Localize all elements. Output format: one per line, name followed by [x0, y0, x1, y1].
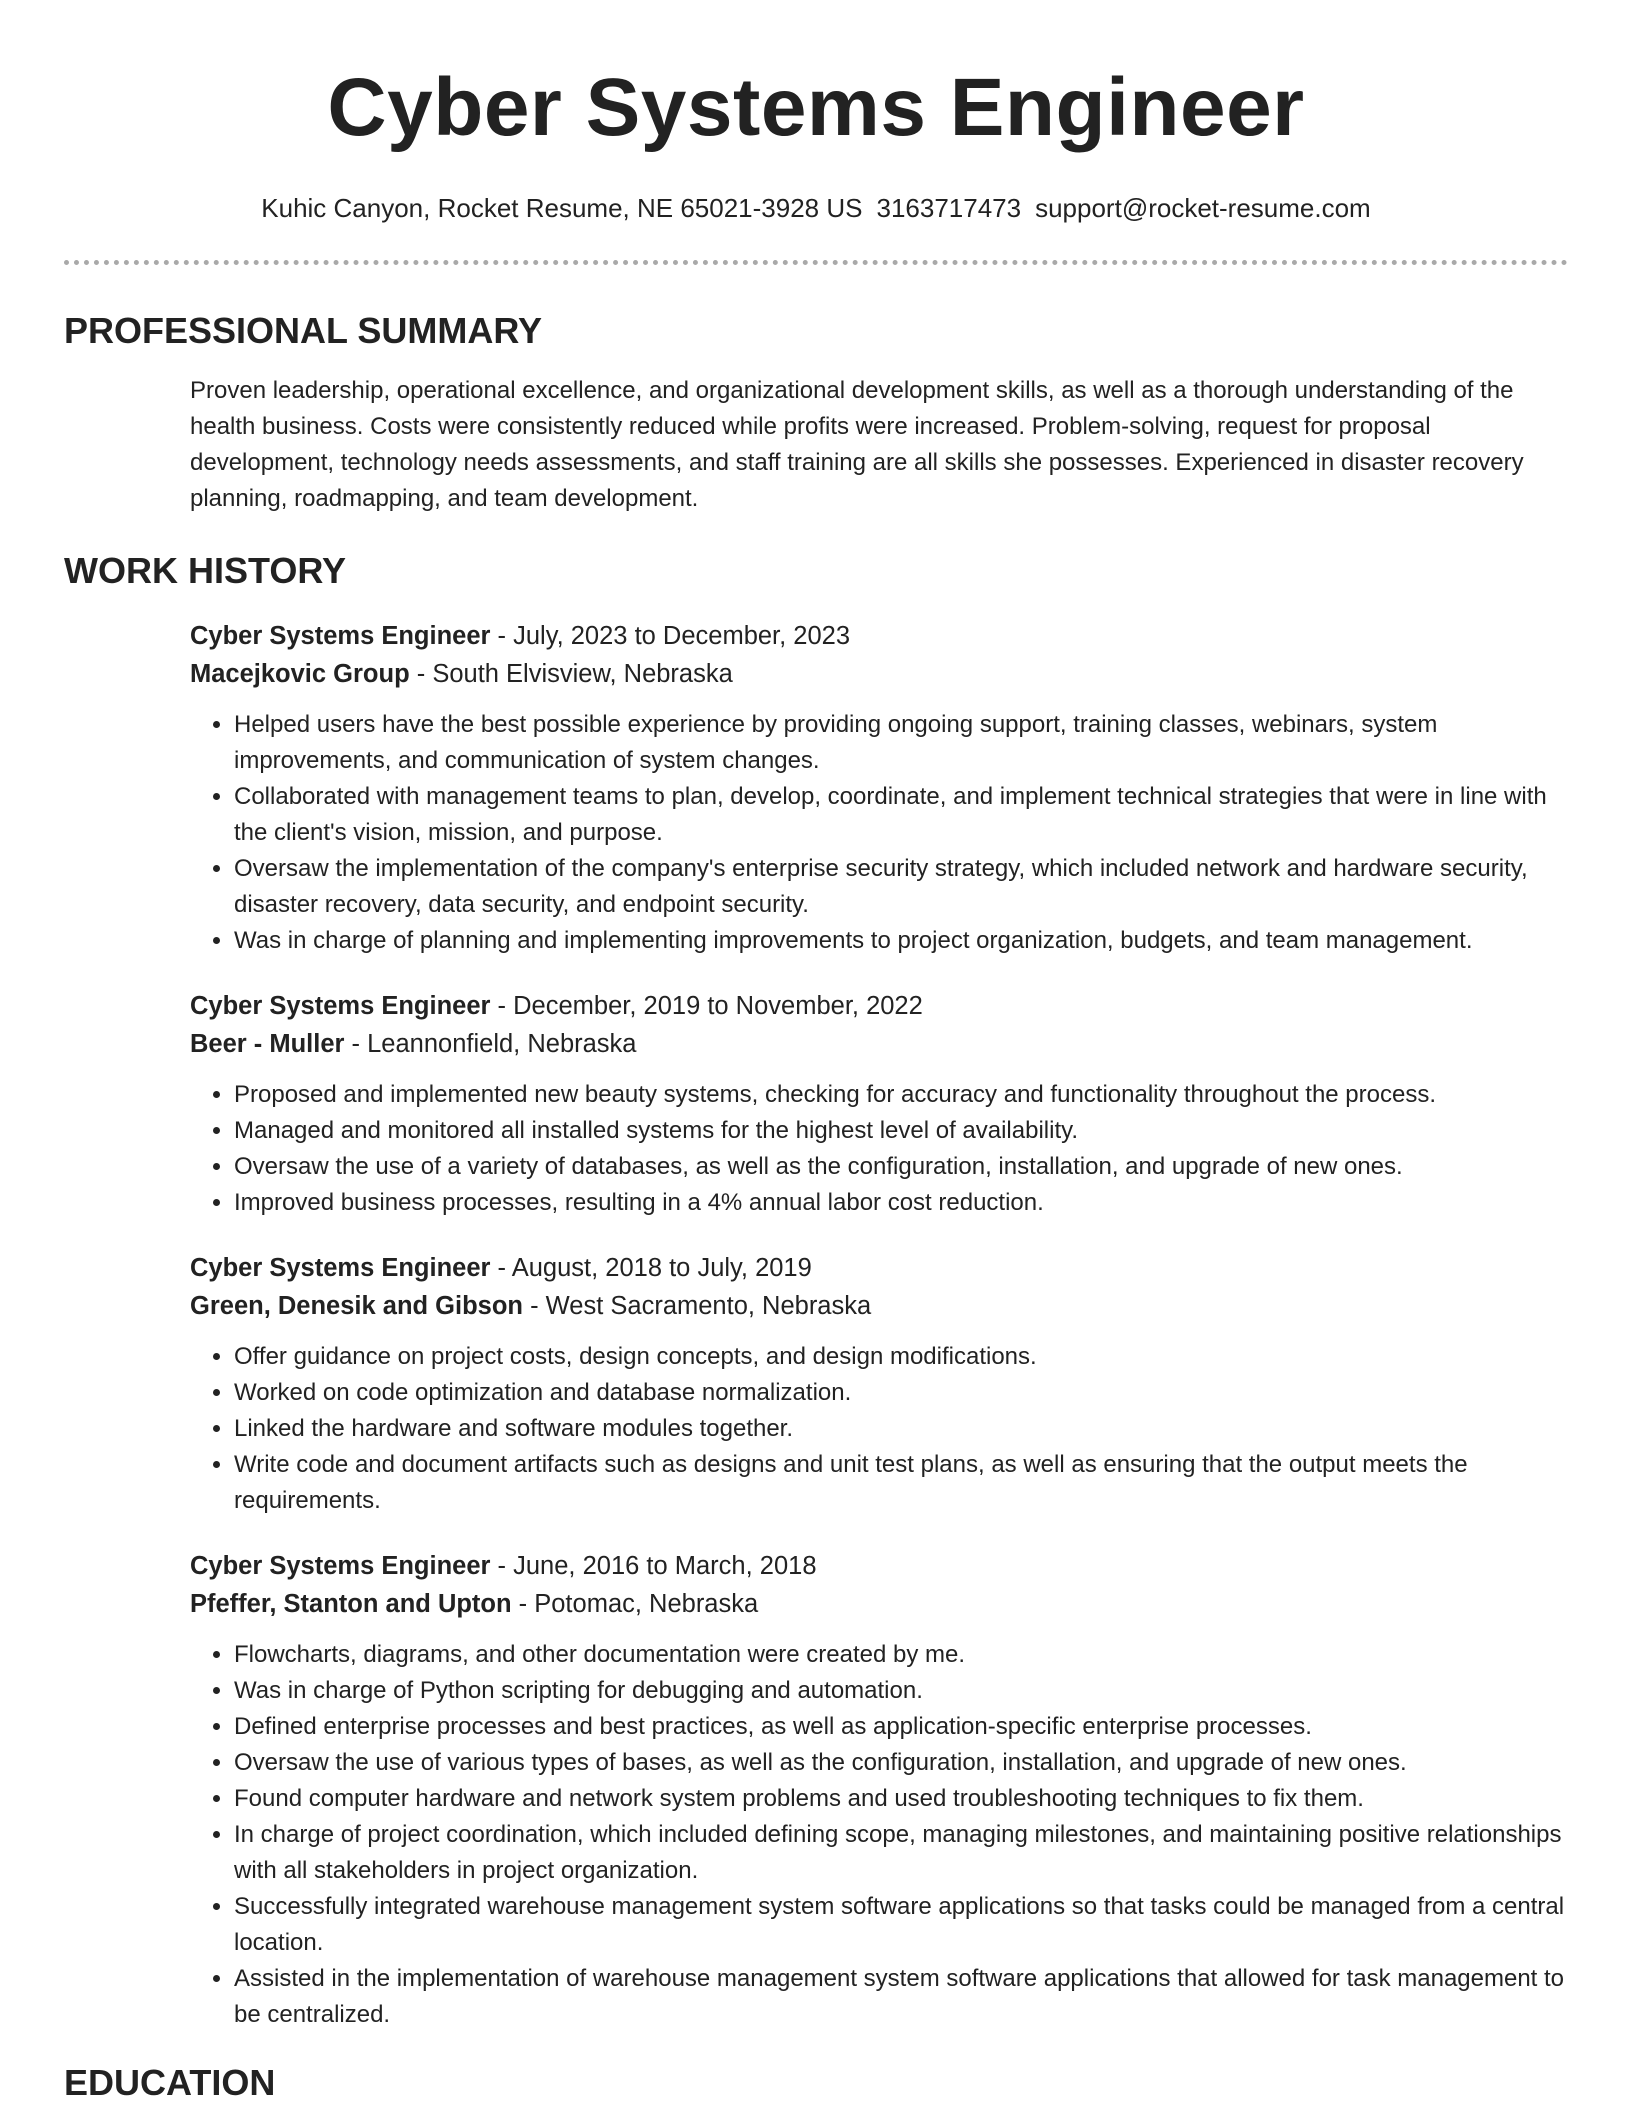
- job-role: Cyber Systems Engineer: [190, 1552, 491, 1580]
- job-bullet: • Oversaw the use of various types of bases, as well as the configuration, installation, and upgrade of new ones.: [234, 1745, 1568, 1781]
- job-company: Beer - Muller: [190, 1030, 345, 1058]
- summary-heading: PROFESSIONAL SUMMARY: [64, 310, 543, 351]
- job-title-line: [190, 987, 1568, 1025]
- contact-line: [0, 192, 1632, 224]
- job-dates: - July, 2023 to December, 2023: [490, 622, 851, 650]
- job-company: Green, Denesik and Gibson: [190, 1292, 524, 1320]
- job-company: Pfeffer, Stanton and Upton: [190, 1590, 512, 1618]
- job-company-line: [190, 1025, 1568, 1063]
- job-bullet: • Defined enterprise processes and best practices, as well as application-specific enterprise processes.: [234, 1709, 1568, 1745]
- job-company: Macejkovic Group: [190, 660, 410, 688]
- job-bullet: • Collaborated with management teams to plan, develop, coordinate, and implement technical strategies that were in line with the client's vision, mission, and purpose.: [234, 779, 1568, 851]
- contact-email: support@rocket-resume.com: [1035, 193, 1371, 223]
- job-company-line: [190, 655, 1568, 693]
- job-location: - South Elvisview, Nebraska: [409, 660, 733, 688]
- job-bullet-list: [190, 1637, 1568, 2033]
- work-history-list: [190, 617, 1568, 2033]
- job-bullet: • Managed and monitored all installed systems for the highest level of availability.: [234, 1113, 1568, 1149]
- job-bullet: • Proposed and implemented new beauty systems, checking for accuracy and functionality throughout the process.: [234, 1077, 1568, 1113]
- job-title-line: [190, 1547, 1568, 1585]
- job-bullet: • Was in charge of Python scripting for debugging and automation.: [234, 1673, 1568, 1709]
- job-bullet: • In charge of project coordination, which included defining scope, managing milestones, and maintaining positive relationships with all stakeholders in project organization.: [234, 1817, 1568, 1889]
- resume-header: [0, 0, 1632, 224]
- job-bullet: • Oversaw the implementation of the company's enterprise security strategy, which included network and hardware security, disaster recovery, data security, and endpoint security.: [234, 851, 1568, 923]
- job-location: - West Sacramento, Nebraska: [523, 1292, 872, 1320]
- job-bullet: • Successfully integrated warehouse management system software applications so that tasks could be managed from a central location.: [234, 1889, 1568, 1961]
- job-entry: [190, 1249, 1568, 1519]
- candidate-name: Cyber Systems Engineer: [327, 62, 1305, 153]
- job-role: Cyber Systems Engineer: [190, 992, 491, 1020]
- job-bullet: • Flowcharts, diagrams, and other documentation were created by me.: [234, 1637, 1568, 1673]
- job-entry: [190, 987, 1568, 1221]
- job-role: Cyber Systems Engineer: [190, 622, 491, 650]
- job-bullet: • Helped users have the best possible experience by providing ongoing support, training classes, webinars, system improvements, and communication of system changes.: [234, 707, 1568, 779]
- job-bullet: • Linked the hardware and software modules together.: [234, 1411, 1568, 1447]
- work-history-heading: WORK HISTORY: [64, 550, 347, 591]
- job-entry: [190, 1547, 1568, 2033]
- job-company-line: [190, 1287, 1568, 1325]
- contact-phone: 3163717473: [876, 193, 1022, 223]
- job-bullet: • Oversaw the use of a variety of databases, as well as the configuration, installation, and upgrade of new ones.: [234, 1149, 1568, 1185]
- job-bullet: • Found computer hardware and network system problems and used troubleshooting techniques to fix them.: [234, 1781, 1568, 1817]
- job-title-line: [190, 617, 1568, 655]
- job-dates: - August, 2018 to July, 2019: [490, 1254, 812, 1282]
- job-role: Cyber Systems Engineer: [190, 1254, 491, 1282]
- job-bullet: • Worked on code optimization and database normalization.: [234, 1375, 1568, 1411]
- job-bullet: • Was in charge of planning and implementing improvements to project organization, budgets, and team management.: [234, 923, 1568, 959]
- job-bullet-list: [190, 707, 1568, 959]
- job-title-line: [190, 1249, 1568, 1287]
- header-divider: [64, 260, 1568, 265]
- contact-address: Kuhic Canyon, Rocket Resume, NE 65021-3928 US: [261, 193, 863, 223]
- job-location: - Potomac, Nebraska: [511, 1590, 759, 1618]
- job-bullet: • Improved business processes, resulting in a 4% annual labor cost reduction.: [234, 1185, 1568, 1221]
- job-company-line: [190, 1585, 1568, 1623]
- job-entry: [190, 617, 1568, 959]
- education-heading: EDUCATION: [64, 2062, 276, 2103]
- job-bullet-list: [190, 1077, 1568, 1221]
- job-location: - Leannonfield, Nebraska: [344, 1030, 637, 1058]
- job-bullet-list: [190, 1339, 1568, 1519]
- job-dates: - December, 2019 to November, 2022: [490, 992, 923, 1020]
- job-bullet: • Write code and document artifacts such as designs and unit test plans, as well as ensuring that the output meets the requirements.: [234, 1447, 1568, 1519]
- job-bullet: • Offer guidance on project costs, design concepts, and design modifications.: [234, 1339, 1568, 1375]
- job-dates: - June, 2016 to March, 2018: [490, 1552, 817, 1580]
- job-bullet: • Assisted in the implementation of warehouse management system software applications that allowed for task management to be centralized.: [234, 1961, 1568, 2033]
- summary-text: Proven leadership, operational excellence, and organizational development skills, as well as a thorough understanding of the health business. Costs were consistently reduced while profits were increased. Problem-solving, request for proposal development, technology needs assessments, and staff training are all skills she possesses. Experienced in disaster recovery planning, roadmapping, and team development.: [190, 377, 1524, 512]
